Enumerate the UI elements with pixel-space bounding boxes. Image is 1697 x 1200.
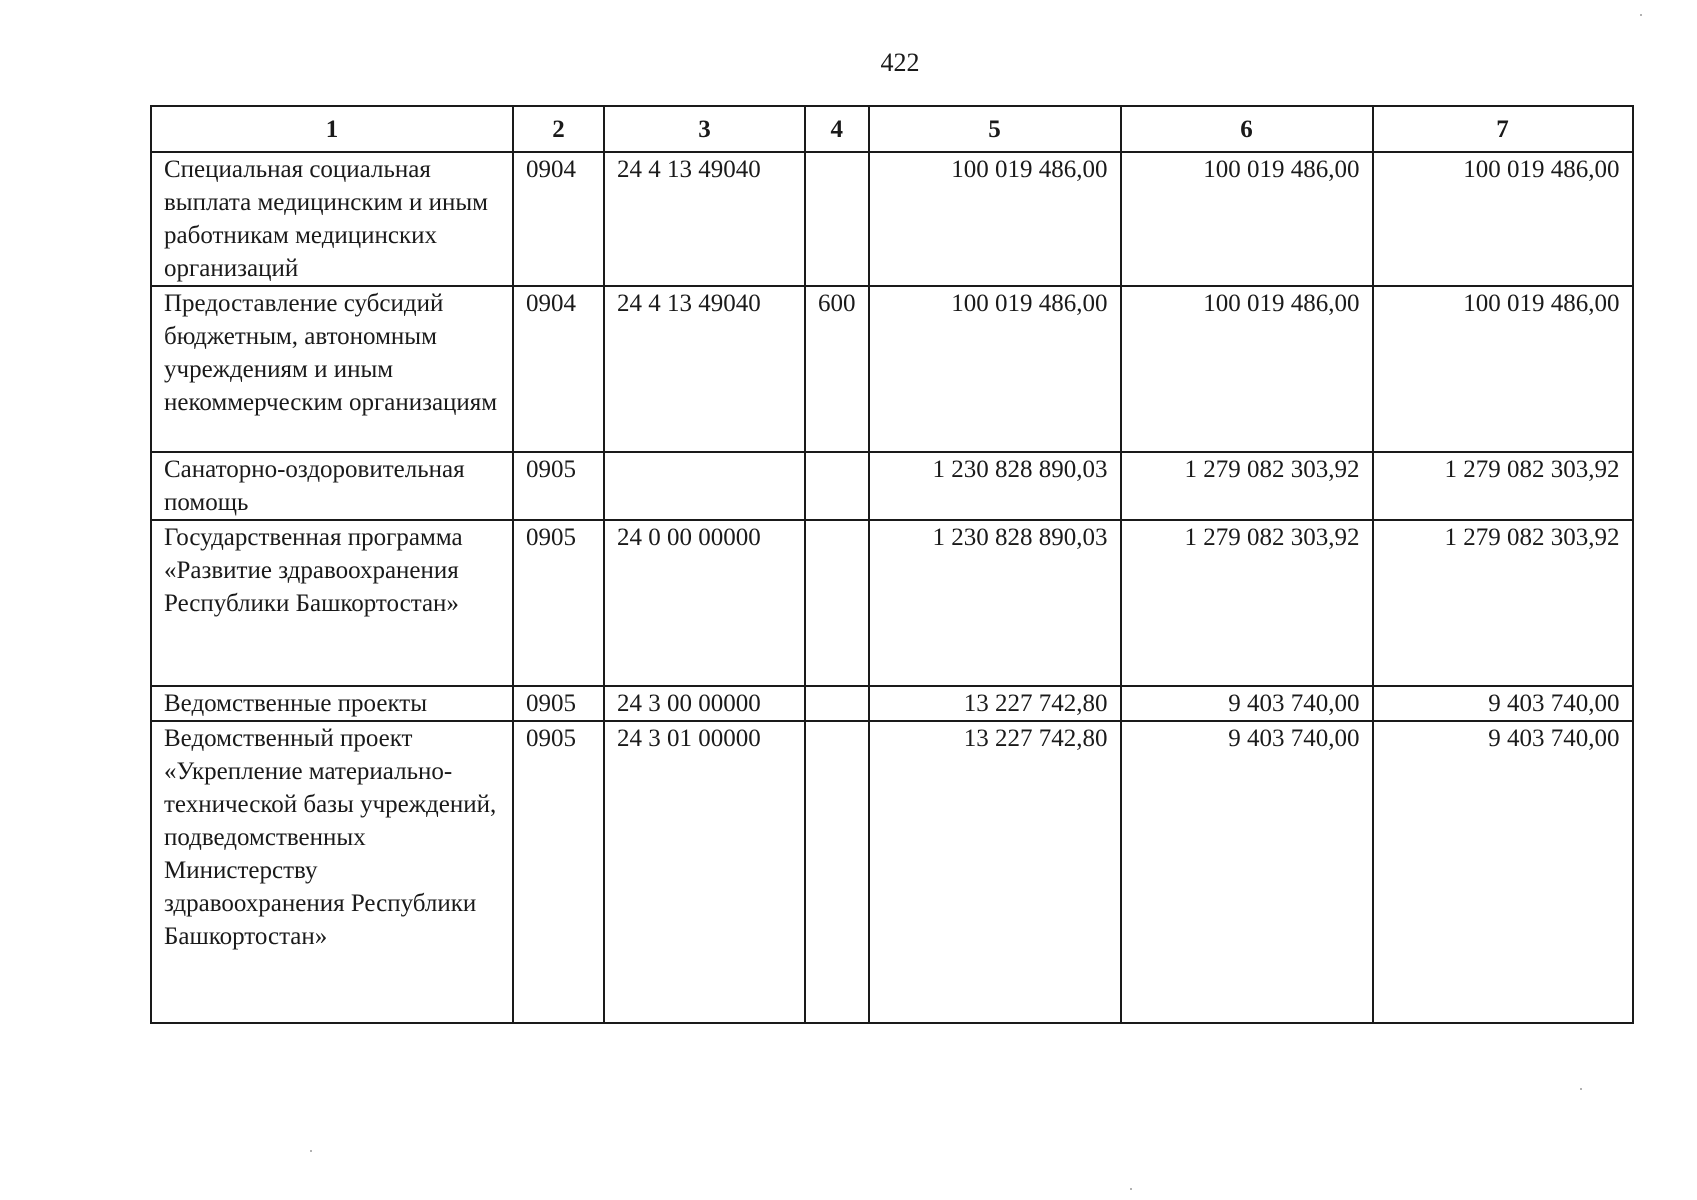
column-header-5: 5 bbox=[869, 106, 1121, 152]
table-row bbox=[151, 686, 1633, 721]
row-amount-3: 9 403 740,00 bbox=[1373, 686, 1633, 721]
row-amount-1: 1 230 828 890,03 bbox=[869, 452, 1121, 520]
row-name: Специальная социальная выплата медицинским и иным работникам медицинских организаций bbox=[151, 152, 513, 286]
column-header-4: 4 bbox=[805, 106, 869, 152]
row-target-code: 24 3 00 00000 bbox=[604, 686, 805, 721]
row-section-code: 0904 bbox=[513, 286, 604, 452]
row-name: Санаторно-оздоровительная помощь bbox=[151, 452, 513, 520]
column-header-1: 1 bbox=[151, 106, 513, 152]
row-amount-2: 1 279 082 303,92 bbox=[1121, 452, 1373, 520]
row-amount-3: 1 279 082 303,92 bbox=[1373, 520, 1633, 686]
scan-speck bbox=[310, 1150, 312, 1152]
row-name: Государственная программа «Развитие здравоохранения Республики Башкортостан» bbox=[151, 520, 513, 686]
row-amount-3: 9 403 740,00 bbox=[1373, 721, 1633, 1023]
row-name: Ведомственный проект «Укрепление материально-технической базы учреждений, подведомственных Министерству здравоохранения Республики Башкортостан» bbox=[151, 721, 513, 1023]
row-amount-3: 100 019 486,00 bbox=[1373, 286, 1633, 452]
table-row bbox=[151, 286, 1633, 452]
column-header-2: 2 bbox=[513, 106, 604, 152]
row-expense-type bbox=[805, 152, 869, 286]
row-amount-2: 9 403 740,00 bbox=[1121, 686, 1373, 721]
row-amount-2: 1 279 082 303,92 bbox=[1121, 520, 1373, 686]
table-row bbox=[151, 452, 1633, 520]
row-amount-1: 100 019 486,00 bbox=[869, 286, 1121, 452]
row-expense-type bbox=[805, 452, 869, 520]
row-amount-1: 1 230 828 890,03 bbox=[869, 520, 1121, 686]
page-number: 422 bbox=[880, 48, 920, 77]
scan-speck bbox=[1580, 1088, 1582, 1090]
row-name: Ведомственные проекты bbox=[151, 686, 513, 721]
scan-speck bbox=[1640, 14, 1642, 16]
header-row bbox=[151, 106, 1633, 152]
column-header-7: 7 bbox=[1373, 106, 1633, 152]
row-expense-type bbox=[805, 721, 869, 1023]
row-amount-3: 1 279 082 303,92 bbox=[1373, 452, 1633, 520]
row-target-code bbox=[604, 452, 805, 520]
table-row bbox=[151, 721, 1633, 1023]
row-amount-1: 13 227 742,80 bbox=[869, 721, 1121, 1023]
row-section-code: 0905 bbox=[513, 520, 604, 686]
row-section-code: 0905 bbox=[513, 686, 604, 721]
row-amount-1: 100 019 486,00 bbox=[869, 152, 1121, 286]
scan-speck bbox=[1130, 1188, 1132, 1190]
row-section-code: 0905 bbox=[513, 452, 604, 520]
row-amount-1: 13 227 742,80 bbox=[869, 686, 1121, 721]
row-target-code: 24 4 13 49040 bbox=[604, 152, 805, 286]
row-amount-3: 100 019 486,00 bbox=[1373, 152, 1633, 286]
row-amount-2: 9 403 740,00 bbox=[1121, 721, 1373, 1023]
row-expense-type bbox=[805, 686, 869, 721]
budget-table bbox=[150, 105, 1634, 1024]
row-amount-2: 100 019 486,00 bbox=[1121, 286, 1373, 452]
row-section-code: 0904 bbox=[513, 152, 604, 286]
table-row bbox=[151, 520, 1633, 686]
column-header-3: 3 bbox=[604, 106, 805, 152]
row-target-code: 24 3 01 00000 bbox=[604, 721, 805, 1023]
table-row bbox=[151, 152, 1633, 286]
table-header bbox=[151, 106, 1633, 152]
row-expense-type: 600 bbox=[805, 286, 869, 452]
row-target-code: 24 0 00 00000 bbox=[604, 520, 805, 686]
row-section-code: 0905 bbox=[513, 721, 604, 1023]
column-header-6: 6 bbox=[1121, 106, 1373, 152]
row-amount-2: 100 019 486,00 bbox=[1121, 152, 1373, 286]
row-name: Предоставление субсидий бюджетным, автономным учреждениям и иным некоммерческим организациям bbox=[151, 286, 513, 452]
table-body bbox=[151, 152, 1633, 1023]
row-expense-type bbox=[805, 520, 869, 686]
row-target-code: 24 4 13 49040 bbox=[604, 286, 805, 452]
